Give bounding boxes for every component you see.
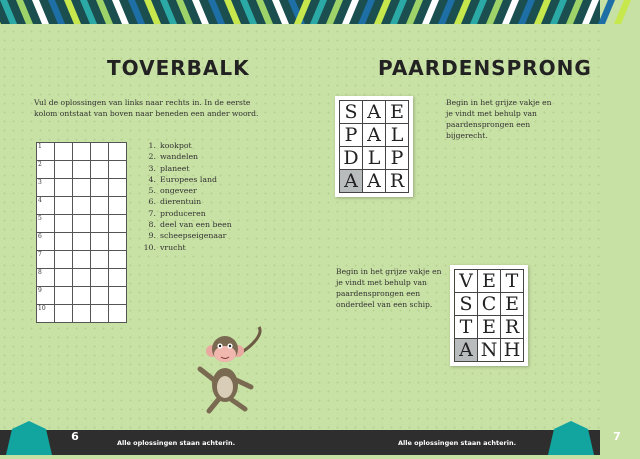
toverbalk-cell[interactable] [55,233,73,251]
toverbalk-cell[interactable] [55,179,73,197]
letter-cell: P [340,124,363,147]
toverbalk-cell[interactable] [91,233,109,251]
toverbalk-cell[interactable] [91,269,109,287]
clue-number: 8. [148,220,156,230]
letter-cell: S [455,293,478,316]
footer-text-right: Alle oplossingen staan achterin. [398,439,517,447]
toverbalk-row [37,269,127,287]
clue-number: 6. [148,197,156,207]
letter-cell: L [386,124,409,147]
clue-number: 3. [148,163,156,173]
toverbalk-cell[interactable] [73,179,91,197]
toverbalk-cell[interactable] [37,233,55,251]
toverbalk-cell[interactable] [109,233,127,251]
toverbalk-cell[interactable] [37,197,55,215]
toverbalk-cell[interactable] [73,269,91,287]
clue-text: kookpot [160,141,192,150]
toverbalk-row [37,215,127,233]
toverbalk-cell[interactable] [73,305,91,323]
paardensprong-grid-2 [450,265,528,366]
toverbalk-cell[interactable] [55,269,73,287]
letter-cell: S [340,101,363,124]
toverbalk-cell[interactable] [109,179,127,197]
toverbalk-cell[interactable] [37,143,55,161]
toverbalk-cell[interactable] [55,143,73,161]
toverbalk-cell[interactable] [37,161,55,179]
clue-text: vrucht [160,242,186,252]
clue-text: wandelen [160,152,199,162]
clue-item [142,219,232,230]
toverbalk-row [37,305,127,323]
toverbalk-cell[interactable] [37,269,55,287]
toverbalk-cell[interactable] [91,251,109,269]
letter-cell: T [501,270,524,293]
clue-number: 4. [148,174,156,184]
page-number-right [548,421,621,455]
letter-cell: E [478,316,501,339]
toverbalk-cell[interactable] [55,197,73,215]
toverbalk-cell[interactable] [55,251,73,269]
toverbalk-cell[interactable] [91,161,109,179]
clue-text: planeet [160,163,190,173]
clue-number: 7. [148,208,156,218]
letter-cell: A [363,170,386,193]
toverbalk-cell[interactable] [109,269,127,287]
clue-item [142,140,232,151]
clue-item [142,151,232,162]
toverbalk-cell[interactable] [73,161,91,179]
toverbalk-cell[interactable] [73,251,91,269]
toverbalk-row [37,251,127,269]
toverbalk-cell[interactable] [37,179,55,197]
letter-cell: A [363,124,386,147]
page-number-left-label: 6 [71,430,79,443]
toverbalk-row [37,179,127,197]
page-title-paardensprong: PAARDENSPRONG [378,56,592,80]
toverbalk-cell[interactable] [55,161,73,179]
toverbalk-row [37,143,127,161]
letter-cell: A [340,170,363,193]
letter-cell: R [501,316,524,339]
row-number: 5 [38,215,42,222]
clue-number: 10. [143,242,156,252]
clue-item [142,174,232,185]
page-number-left [6,421,79,455]
toverbalk-cell[interactable] [91,305,109,323]
page-title-toverbalk: TOVERBALK [107,56,250,80]
clue-number: 9. [148,231,156,241]
letter-cell: A [455,339,478,362]
toverbalk-cell[interactable] [37,215,55,233]
toverbalk-cell[interactable] [73,233,91,251]
clue-number: 1. [148,141,156,150]
footer-text-left: Alle oplossingen staan achterin. [117,439,236,447]
clue-text: deel van een been [160,220,232,230]
toverbalk-cell[interactable] [91,215,109,233]
toverbalk-row [37,287,127,305]
row-number: 8 [38,269,42,276]
letter-cell: C [478,293,501,316]
row-number: 4 [38,197,42,204]
clue-item [142,230,232,241]
toverbalk-cell[interactable] [109,305,127,323]
toverbalk-cell[interactable] [109,143,127,161]
paardensprong-instructions-2: Begin in het grijze vakje en je vindt met behulp van paardensprongen een onderdeel van een schip. [336,267,442,309]
letter-cell: E [501,293,524,316]
clue-item [142,196,232,207]
letter-cell: V [455,270,478,293]
clue-item [142,242,232,253]
toverbalk-cell[interactable] [91,287,109,305]
letter-cell: A [363,101,386,124]
letter-cell: E [478,270,501,293]
letter-cell: N [478,339,501,362]
toverbalk-cell[interactable] [73,215,91,233]
toverbalk-row [37,233,127,251]
letter-cell: T [455,316,478,339]
clue-text: dierentuin [160,197,202,207]
clue-text: ongeveer [160,186,197,196]
toverbalk-cell[interactable] [55,287,73,305]
clue-text: Europees land [160,174,217,184]
toverbalk-cell[interactable] [91,197,109,215]
toverbalk-cell[interactable] [91,179,109,197]
toverbalk-cell[interactable] [73,287,91,305]
clue-number: 2. [148,152,156,162]
toverbalk-cell[interactable] [55,215,73,233]
toverbalk-cell[interactable] [109,287,127,305]
paardensprong-instructions-1: Begin in het grijze vakje en je vindt met behulp van paardensprongen een bijgerecht. [446,98,552,140]
decorative-stripe-band [0,0,600,24]
row-number: 7 [38,251,42,258]
toverbalk-cell[interactable] [55,305,73,323]
clue-item [142,185,232,196]
letter-cell: P [386,147,409,170]
letter-cell: H [501,339,524,362]
page-number-right-label: 7 [613,430,621,443]
toverbalk-instructions: Vul de oplossingen van links naar rechts in. In de eerste kolom ontstaat van boven naar beneden een ander woord. [34,98,259,118]
row-number: 1 [38,143,42,150]
row-number: 3 [38,179,42,186]
letter-cell: R [386,170,409,193]
clue-text: scheepseigenaar [160,231,227,241]
toverbalk-cell[interactable] [109,215,127,233]
monkey-illustration [185,325,265,415]
row-number: 10 [38,305,46,312]
toverbalk-row [37,161,127,179]
clue-item [142,208,232,219]
row-number: 2 [38,161,42,168]
clue-item [142,163,232,174]
paardensprong-grid-1 [335,96,413,197]
clue-number: 5. [148,186,156,196]
toverbalk-cell[interactable] [91,143,109,161]
toverbalk-cell[interactable] [109,161,127,179]
clue-text: produceren [160,208,206,218]
toverbalk-cell[interactable] [37,287,55,305]
letter-cell: E [386,101,409,124]
toverbalk-cell[interactable] [109,197,127,215]
row-number: 6 [38,233,42,240]
toverbalk-cell[interactable] [37,305,55,323]
toverbalk-clue-list [142,140,232,253]
letter-cell: L [363,147,386,170]
toverbalk-cell[interactable] [109,251,127,269]
letter-cell: D [340,147,363,170]
toverbalk-cell[interactable] [73,143,91,161]
toverbalk-row [37,197,127,215]
row-number: 9 [38,287,42,294]
toverbalk-grid [36,142,127,323]
toverbalk-cell[interactable] [37,251,55,269]
toverbalk-cell[interactable] [73,197,91,215]
